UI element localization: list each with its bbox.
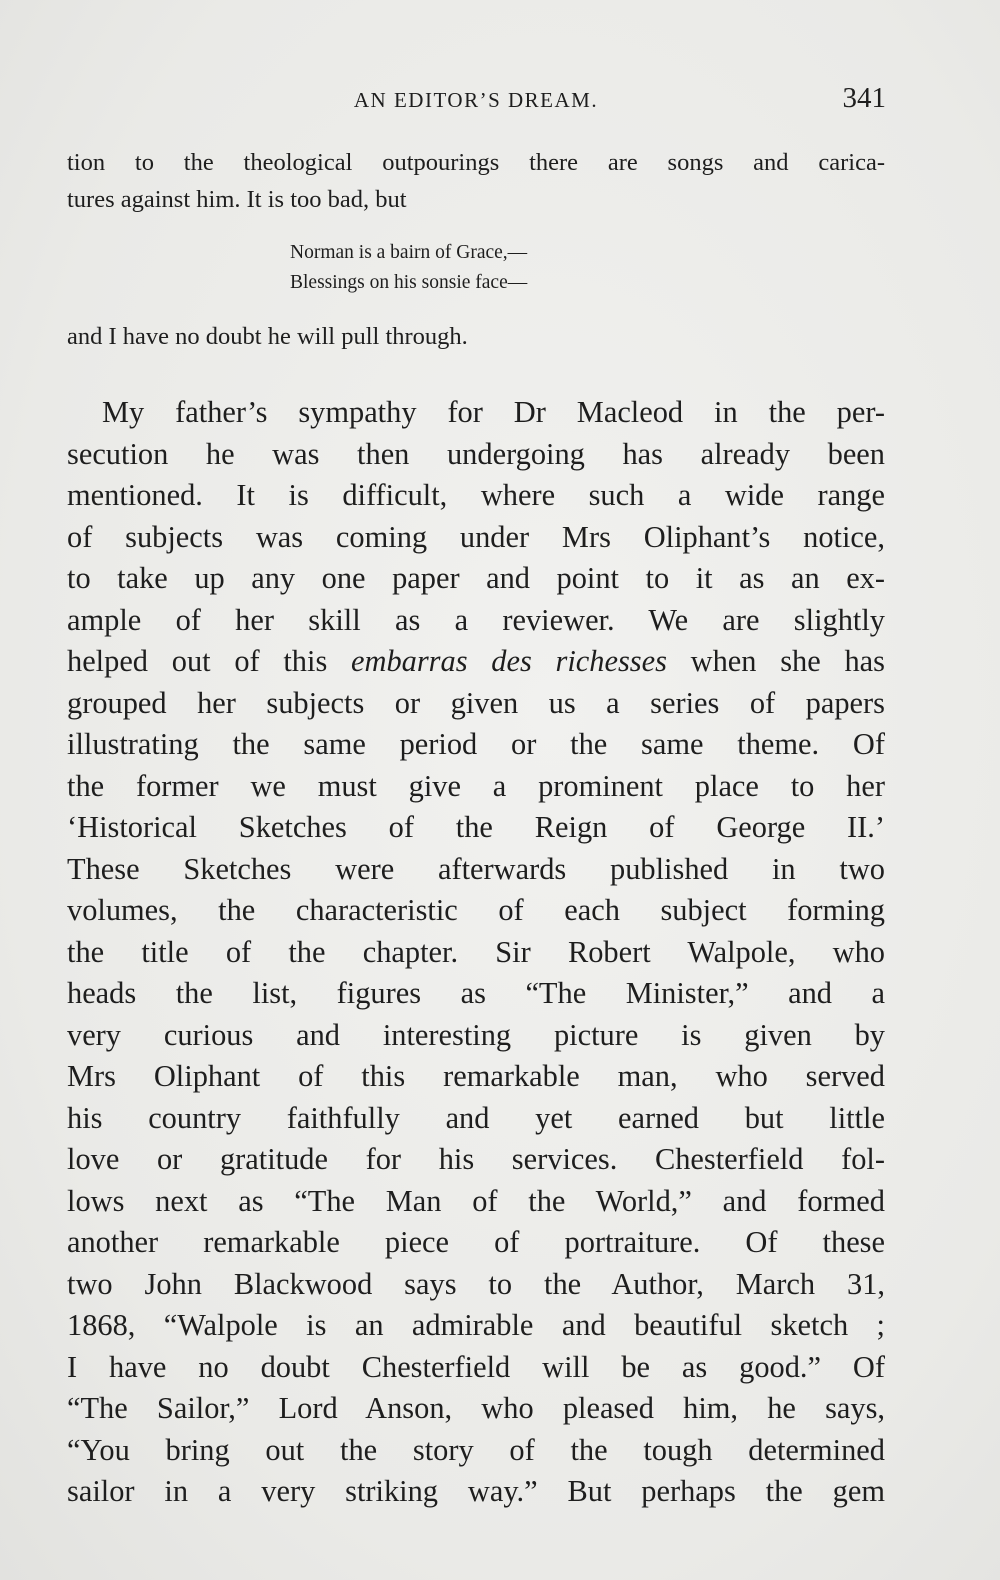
text-line: tion to the theological outpourings there are songs and carica- xyxy=(67,149,885,176)
text-line: very curious and interesting picture is given by xyxy=(67,1017,885,1052)
text-line: “The Sailor,” Lord Anson, who pleased him, he says, xyxy=(67,1391,885,1425)
text-line: to take up any one paper and point to it as an ex- xyxy=(67,561,885,595)
main-paragraph xyxy=(67,392,885,1513)
text-line: his country faithfully and yet earned but little xyxy=(67,1100,885,1135)
text-line: illustrating the same period or the same theme. Of xyxy=(67,727,885,761)
text-line: My father’s sympathy for Dr Macleod in the per- xyxy=(102,395,885,429)
text-line: ‘Historical Sketches of the Reign of George II.’ xyxy=(67,810,885,844)
text-line: the title of the chapter. Sir Robert Walpole, who xyxy=(67,934,885,969)
text-line: mentioned. It is difficult, where such a wide range xyxy=(67,478,885,512)
running-title: AN EDITOR’S DREAM. xyxy=(353,88,599,112)
opening-text xyxy=(67,144,885,218)
page-number: 341 xyxy=(842,82,886,114)
text-segment: when she has xyxy=(666,644,885,678)
text-line: and I have no doubt he will pull through. xyxy=(67,323,468,350)
text-line: tures against him. It is too bad, but xyxy=(67,186,407,213)
italic-phrase: embarras des richesses xyxy=(351,644,667,678)
text-line: ample of her skill as a reviewer. We are slightly xyxy=(67,602,885,637)
text-line: Mrs Oliphant of this remarkable man, who served xyxy=(67,1059,885,1093)
verse-quote xyxy=(290,238,527,298)
after-verse-text xyxy=(67,318,885,355)
text-line: lows next as “The Man of the World,” and formed xyxy=(67,1183,885,1218)
text-line: of subjects was coming under Mrs Oliphant’s notice, xyxy=(67,519,885,554)
text-line: love or gratitude for his services. Chesterfield fol- xyxy=(67,1142,885,1176)
page-header xyxy=(66,84,886,124)
text-line: heads the list, figures as “The Minister,” and a xyxy=(67,976,885,1010)
verse-line: Norman is a bairn of Grace,— xyxy=(290,242,528,263)
text-segment: helped out of this xyxy=(67,644,352,678)
text-line: “You bring out the story of the tough determined xyxy=(67,1432,885,1467)
text-line: 1868, “Walpole is an admirable and beautiful sketch ; xyxy=(67,1308,885,1342)
text-line: I have no doubt Chesterfield will be as good.” Of xyxy=(67,1349,885,1384)
text-line: the former we must give a prominent place to her xyxy=(67,768,885,803)
text-line: another remarkable piece of portraiture. Of these xyxy=(67,1225,885,1259)
text-line: secution he was then undergoing has already been xyxy=(67,436,885,471)
text-line: sailor in a very striking way.” But perhaps the gem xyxy=(67,1474,885,1508)
text-line: volumes, the characteristic of each subject forming xyxy=(67,893,885,927)
text-line xyxy=(67,641,885,683)
text-line: two John Blackwood says to the Author, March 31, xyxy=(67,1266,885,1301)
text-line: grouped her subjects or given us a series of papers xyxy=(67,685,885,720)
text-line: These Sketches were afterwards published in two xyxy=(67,851,885,886)
verse-line: Blessings on his sonsie face— xyxy=(290,272,528,293)
